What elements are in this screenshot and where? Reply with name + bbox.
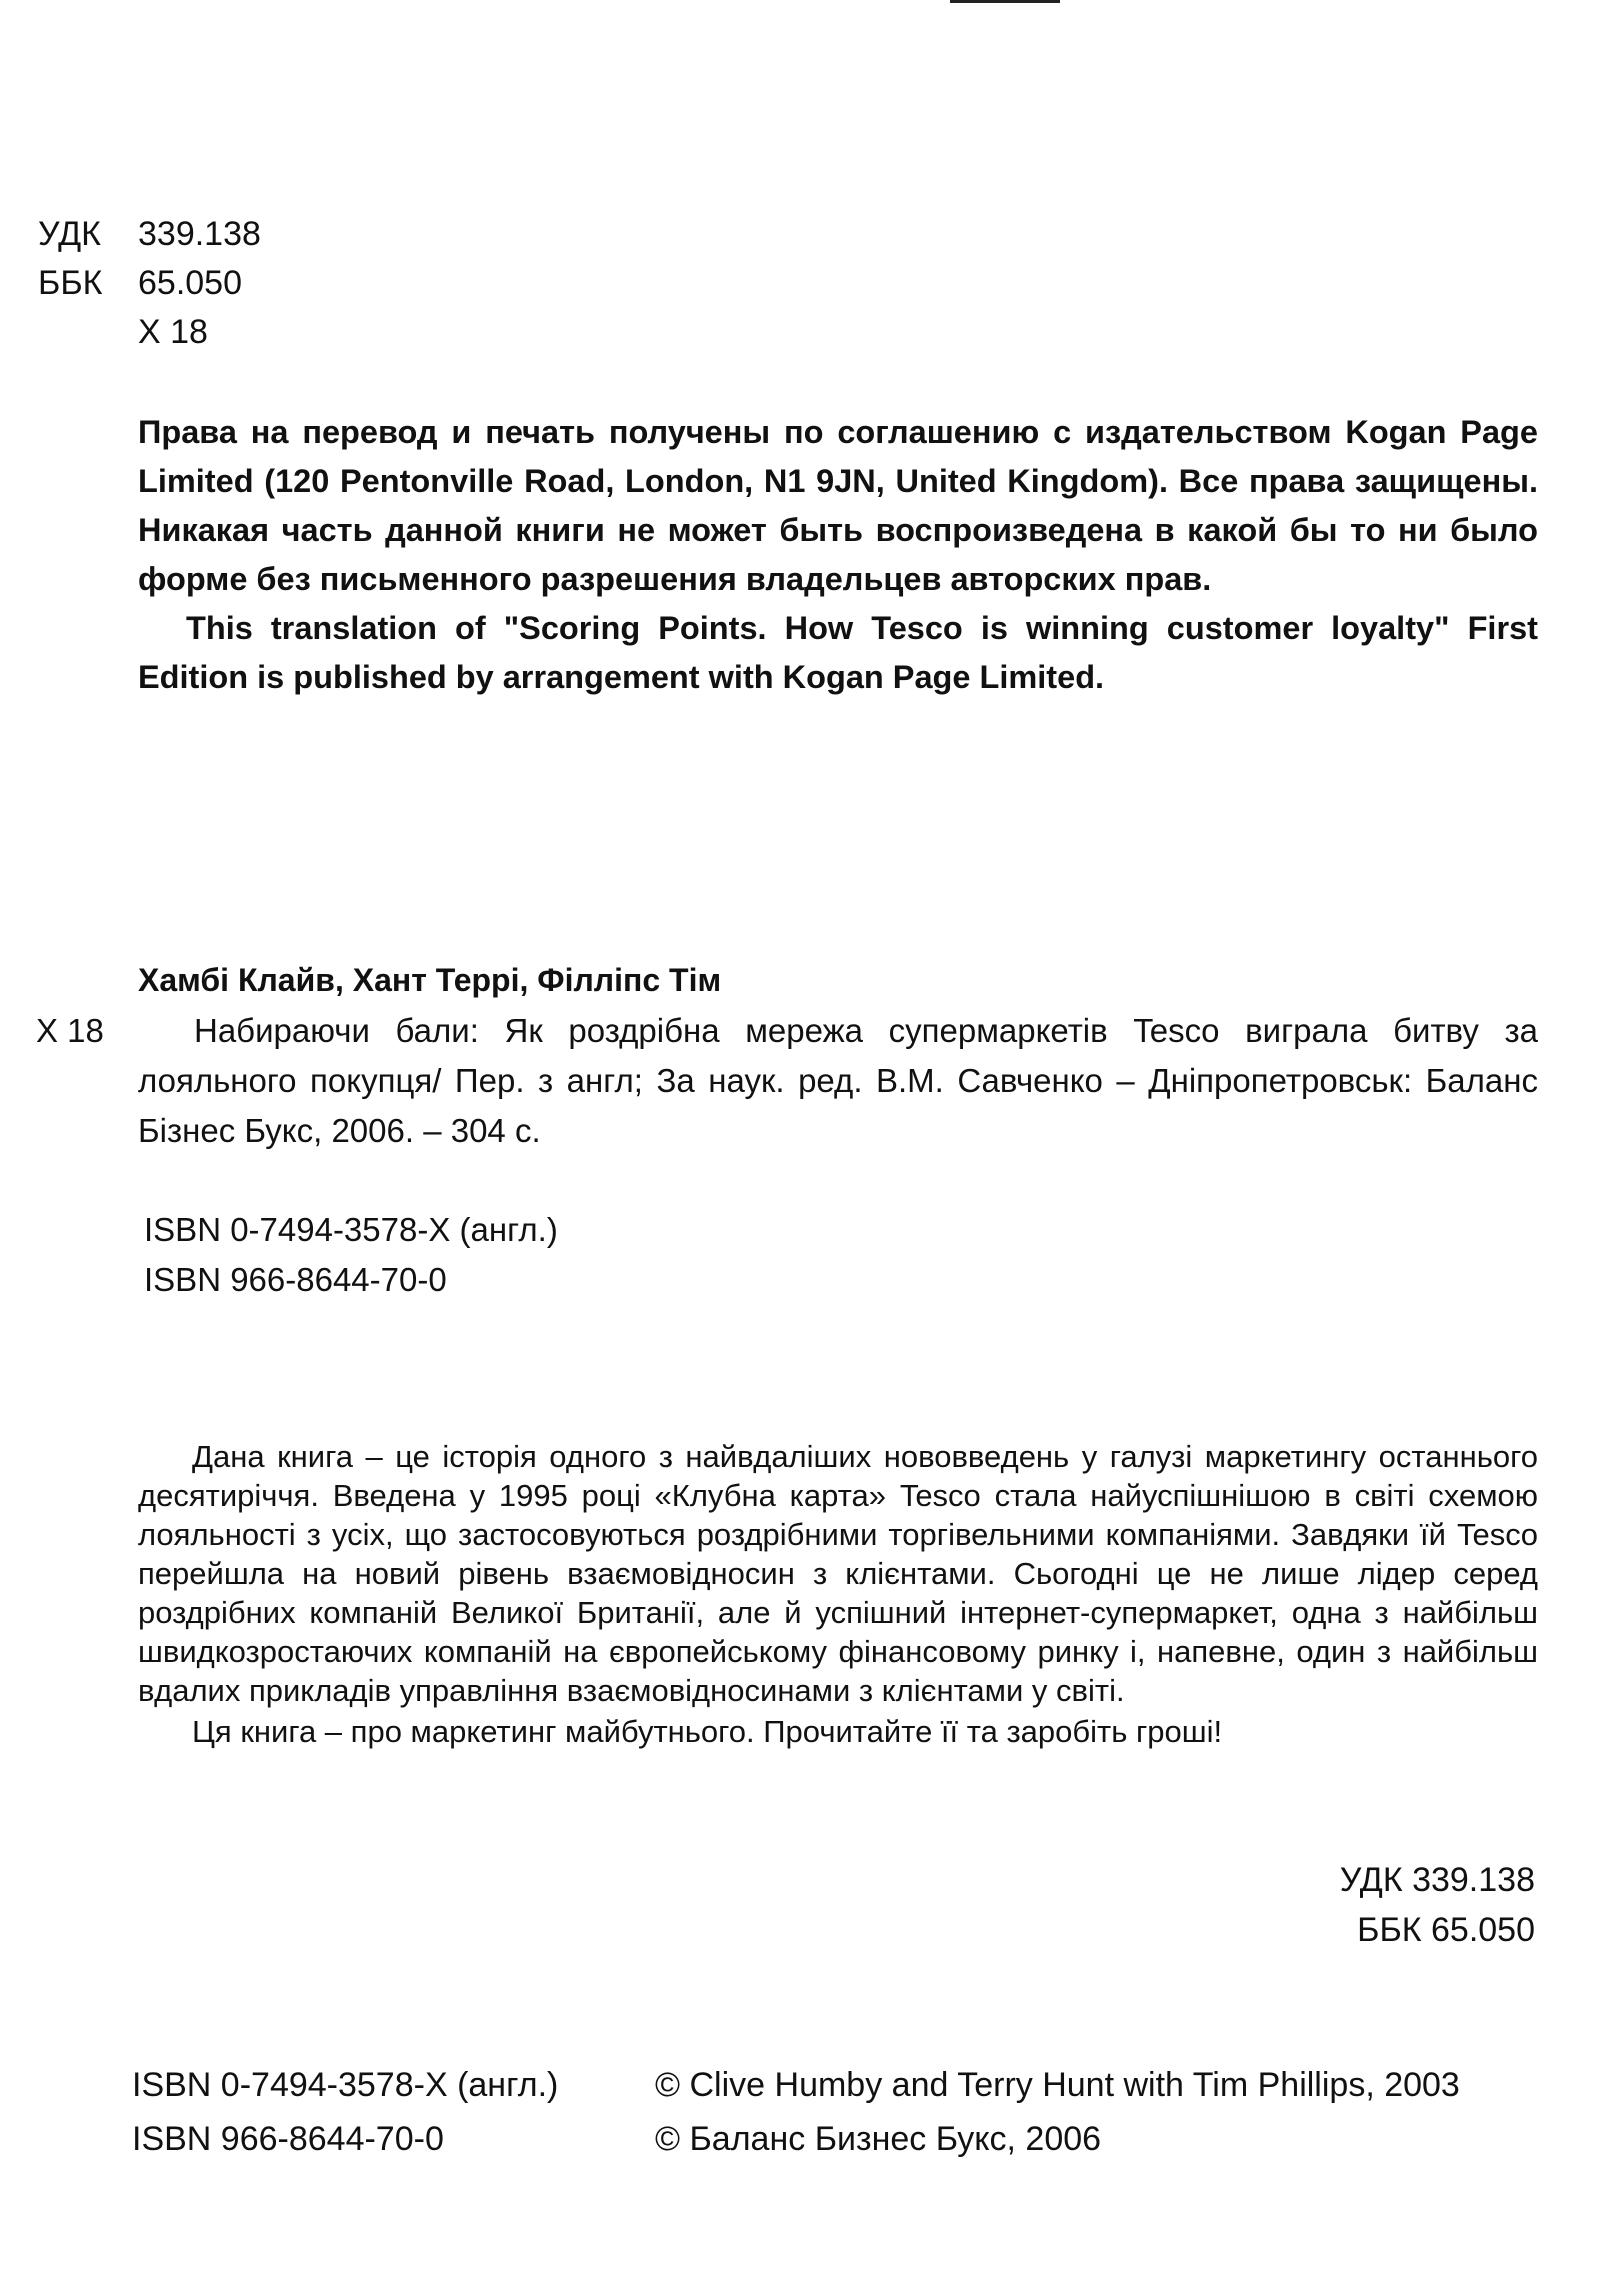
udk-value: 339.138 (138, 215, 261, 253)
authors-line: Хамбі Клайв, Хант Террі, Філліпс Тім (138, 962, 722, 998)
copyright-row (132, 2058, 1460, 2112)
rights-paragraph-en: This translation of "Scoring Points. How Tesco is winning customer loyalty" First Edition is published by arrangement with Kogan Page Limited. (138, 610, 1538, 695)
isbn-ukrainian: ISBN 966-8644-70-0 (144, 1261, 447, 1298)
copyright-block (132, 2058, 1460, 2166)
rights-paragraph-ru: Права на перевод и печать получены по соглашению с издательством Kogan Page Limited (120 Pentonville Road, London, N1 9JN, United Kingdom). Все права защищены. Никакая часть данной книги не может быть воспроизведена в какой бы то ни было форме без письменного разрешения владельцев авторских прав. (138, 414, 1538, 597)
annotation-tagline: Ця книга – про маркетинг майбутнього. Прочитайте її та заробіть гроші! (192, 1714, 1223, 1749)
copyright-isbn-english: ISBN 0-7494-3578-X (англ.) (132, 2066, 559, 2104)
udk-label: УДК (38, 215, 101, 253)
top-rule (950, 0, 1060, 3)
bbk-label: ББК (38, 264, 103, 302)
classification-codes-right (1340, 1855, 1535, 1955)
copyright-isbn-ukrainian: ISBN 966-8644-70-0 (132, 2120, 444, 2158)
udk-row (38, 210, 261, 259)
bbk-row (38, 259, 261, 308)
copyright-row (132, 2112, 1460, 2166)
bibliographic-code: Х 18 (36, 1012, 104, 1049)
rights-notice (138, 408, 1538, 702)
classification-block (38, 210, 261, 357)
author-mark-row (38, 308, 261, 357)
bbk-code-right: ББК 65.050 (1357, 1911, 1535, 1949)
isbn-block (144, 1205, 558, 1305)
copyright-original: © Clive Humby and Terry Hunt with Tim Phillips, 2003 (655, 2066, 1460, 2104)
bbk-value: 65.050 (138, 264, 242, 302)
annotation (138, 1437, 1538, 1751)
bibliographic-description (138, 1006, 1538, 1156)
annotation-paragraph: Дана книга – це історія одного з найвдаліших нововведень у галузі маркетингу останнього десятиріччя. Введена у 1995 році «Клубна карта» Tesco стала найуспішнішою в світі схемою лояльності з усіх, що застосовуються роздрібними торгівельними компаніями. Завдяки їй Tesco перейшла на новий рівень взаємовідносин з клієнтами. Сьогодні це не лише лідер серед роздрібних компаній Великої Британії, але й успішний інтернет-супермаркет, одна з найбільш швидкозростаючих компаній на європейському фінансовому ринку і, напевне, один з найбільш вдалих прикладів управління взаємовідносинами з клієнтами у світі. (138, 1439, 1538, 1708)
bibliographic-description-text: Набираючи бали: Як роздрібна мережа супермаркетів Tesco виграла битву за лояльного покупця/ Пер. з англ; За наук. ред. В.М. Савченко – Дніпропетровськ: Баланс Бізнес Букс, 2006. – 304 с. (138, 1012, 1538, 1149)
author-mark: Х 18 (138, 313, 208, 351)
copyright-translation: © Баланс Бизнес Букс, 2006 (655, 2120, 1102, 2158)
isbn-english: ISBN 0-7494-3578-X (англ.) (144, 1211, 558, 1248)
udk-code-right: УДК 339.138 (1339, 1861, 1535, 1899)
